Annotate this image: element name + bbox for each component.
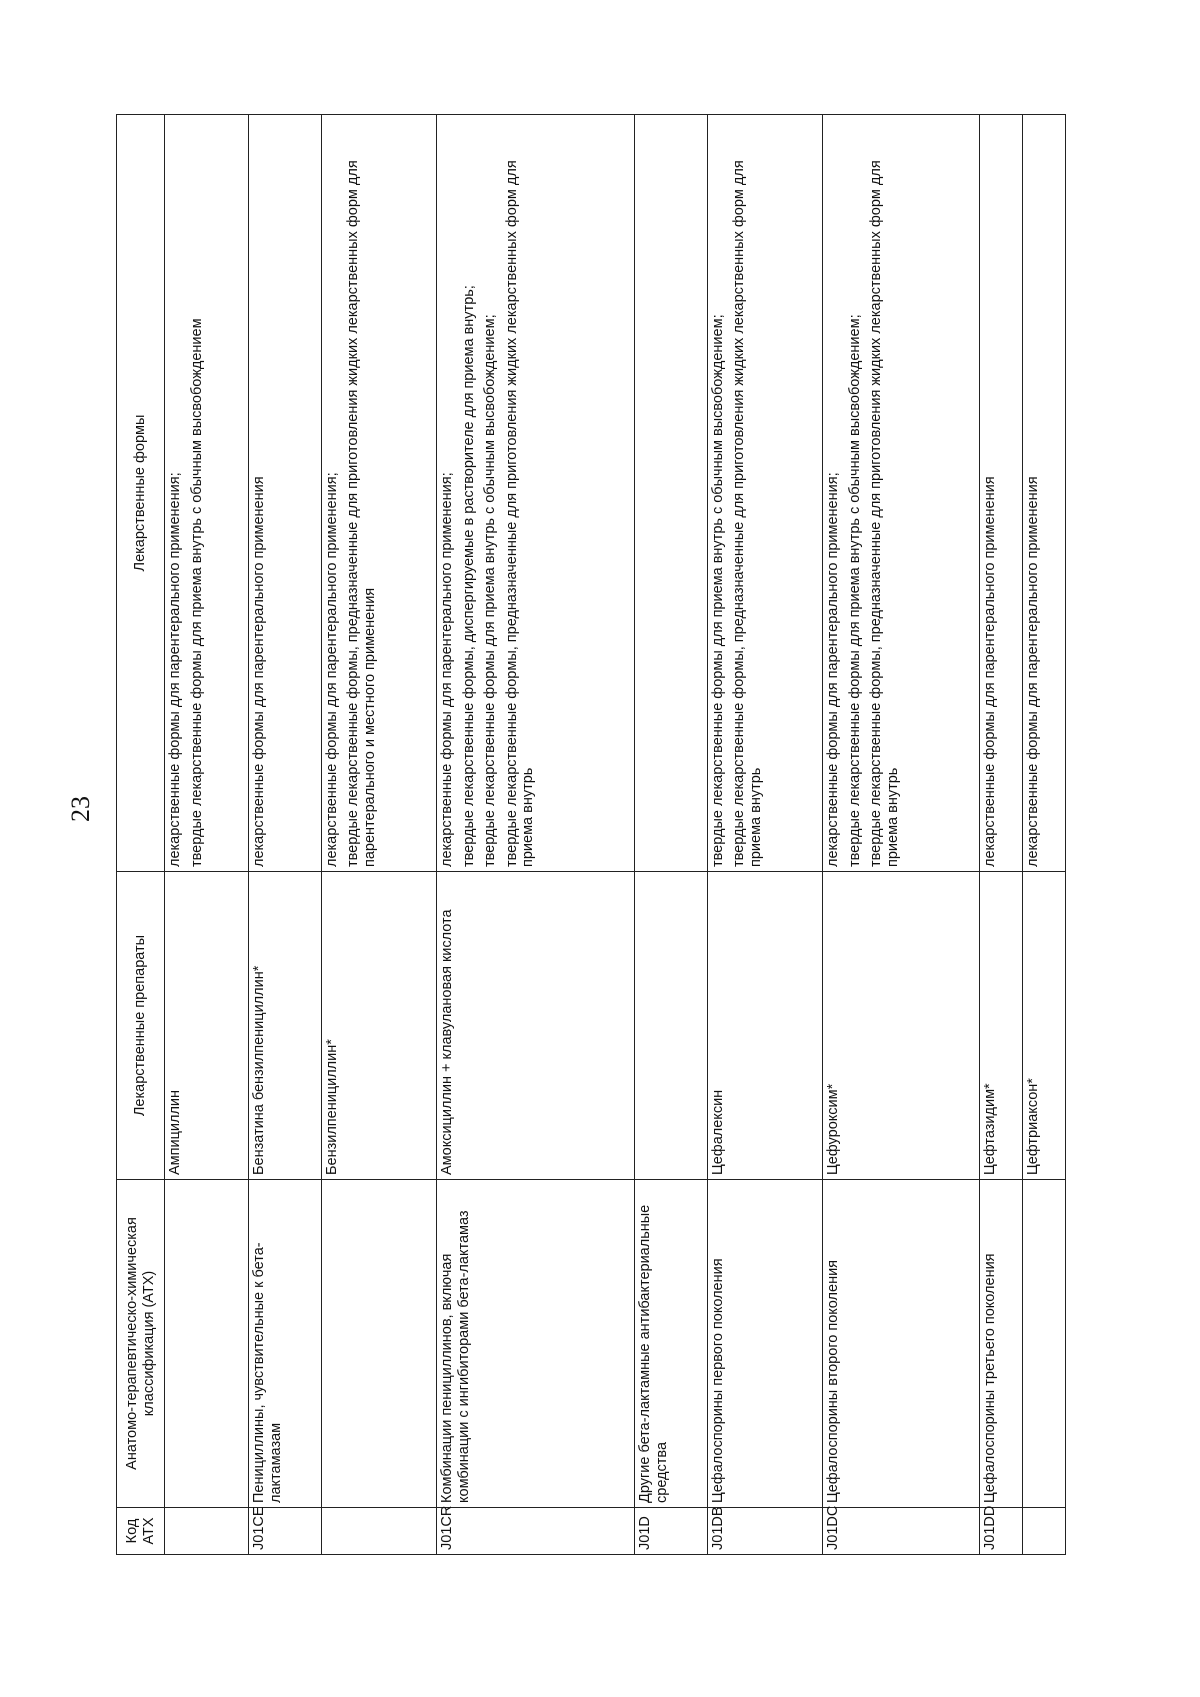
rotated-page-content (116, 115, 1066, 1555)
header-forms: Лекарственные формы (117, 115, 165, 872)
cell-atc-class: Комбинации пенициллинов, включая комбинации с ингибиторами бета-лактамаз (437, 1180, 635, 1508)
cell-drug: Цефтазидим* (979, 872, 1022, 1180)
form-item: лекарственные формы для парентерального применения (1024, 476, 1041, 867)
table-row (249, 115, 322, 1555)
cell-atc-class: Цефалоспорины второго поколения (823, 1180, 980, 1508)
form-item: твердые лекарственные формы для приема внутрь с обычным высвобождением (188, 318, 205, 867)
form-item: лекарственные формы для парентерального применения; (323, 472, 340, 867)
cell-forms (823, 115, 980, 872)
table-header-row (117, 115, 165, 1555)
cell-atc-class: Пенициллины, чувствительные к бета-лактамазам (249, 1180, 322, 1508)
cell-forms (979, 115, 1022, 872)
cell-drug (635, 872, 708, 1180)
cell-code: J01D (635, 1508, 708, 1555)
table-row (321, 115, 437, 1555)
table-row (823, 115, 980, 1555)
cell-atc-class: Другие бета-лактамные антибактериальные средства (635, 1180, 708, 1508)
cell-code: J01DB (707, 1508, 823, 1555)
form-item: твердые лекарственные формы, предназначенные для приготовления жидких лекарственных форм для приема внутрь (503, 160, 537, 867)
cell-drug: Амоксициллин + клавулановая кислота (437, 872, 635, 1180)
cell-code: J01DC (823, 1508, 980, 1555)
cell-forms (635, 115, 708, 872)
form-item: твердые лекарственные формы для приема внутрь с обычным высвобождением; (482, 314, 499, 867)
form-item: твердые лекарственные формы для приема внутрь с обычным высвобождением; (709, 314, 726, 867)
cell-atc-class: Цефалоспорины первого поколения (707, 1180, 823, 1508)
form-item: твердые лекарственные формы, предназначенные для приготовления жидких лекарственных форм для приема внутрь (731, 160, 764, 867)
form-item: лекарственные формы для парентерального применения; (825, 472, 842, 867)
cell-atc-class: Цефалоспорины третьего поколения (979, 1180, 1022, 1508)
cell-forms (249, 115, 322, 872)
cell-forms (437, 115, 635, 872)
form-item: лекарственные формы для парентерального применения (981, 476, 998, 867)
cell-drug: Цефалексин (707, 872, 823, 1180)
form-item: твердые лекарственные формы, предназначенные для приготовления жидких лекарственных форм для приема внутрь (868, 160, 901, 867)
form-item: твердые лекарственные формы, предназначенные для приготовления жидких лекарственных форм для парентерального и местного применения (345, 160, 378, 867)
cell-code: J01CR (437, 1508, 635, 1555)
cell-code (1022, 1508, 1065, 1555)
form-item: твердые лекарственные формы для приема внутрь с обычным высвобождением; (846, 314, 863, 867)
cell-code (165, 1508, 249, 1555)
table-row (635, 115, 708, 1555)
form-item: лекарственные формы для парентерального применения (251, 476, 268, 867)
table-row (1022, 115, 1065, 1555)
table-row (165, 115, 249, 1555)
cell-code: J01DD (979, 1508, 1022, 1555)
cell-drug: Цефтриаксон* (1022, 872, 1065, 1180)
cell-atc-class (1022, 1180, 1065, 1508)
cell-forms (707, 115, 823, 872)
table-row (707, 115, 823, 1555)
header-code: Код АТХ (117, 1508, 165, 1555)
cell-drug: Ампициллин (165, 872, 249, 1180)
table-row (979, 115, 1022, 1555)
cell-code: J01CE (249, 1508, 322, 1555)
cell-atc-class (321, 1180, 437, 1508)
cell-forms (165, 115, 249, 872)
header-drugs: Лекарственные препараты (117, 872, 165, 1180)
drug-classification-table (116, 114, 1066, 1555)
cell-atc-class (165, 1180, 249, 1508)
table-row (437, 115, 635, 1555)
table-body (165, 115, 1066, 1555)
form-item: твердые лекарственные формы, диспергируемые в растворителе для приема внутрь; (460, 285, 477, 867)
cell-forms (1022, 115, 1065, 872)
cell-drug: Цефуроксим* (823, 872, 980, 1180)
cell-code (321, 1508, 437, 1555)
page-number: 23 (66, 796, 95, 822)
cell-drug: Бензатина бензилпенициллин* (249, 872, 322, 1180)
header-atc-class: Анатомо-терапевтическо-химическая классификация (АТХ) (117, 1180, 165, 1508)
cell-forms (321, 115, 437, 872)
form-item: лекарственные формы для парентерального применения; (439, 472, 456, 867)
form-item: лекарственные формы для парентерального применения; (167, 472, 183, 867)
cell-drug: Бензилпенициллин* (321, 872, 437, 1180)
